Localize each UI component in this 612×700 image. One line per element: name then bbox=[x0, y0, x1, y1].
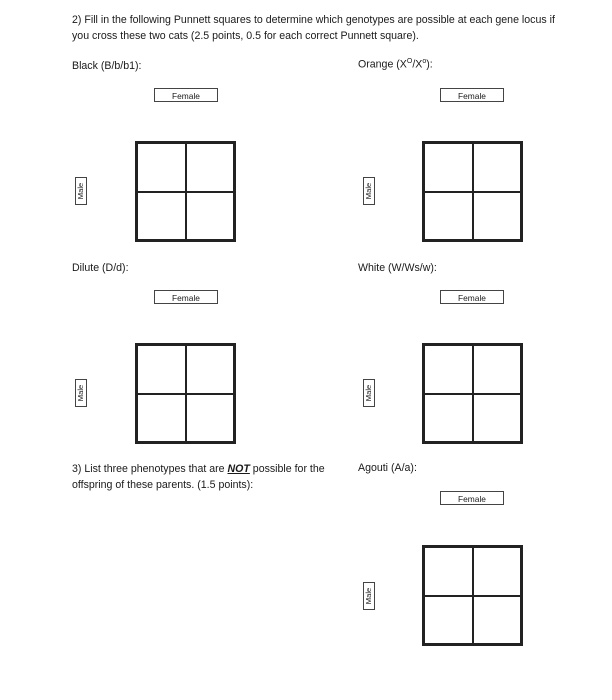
punnett-cell[interactable] bbox=[186, 345, 235, 394]
male-label-agouti: Male bbox=[363, 582, 375, 610]
punnett-cell[interactable] bbox=[137, 394, 186, 443]
punnett-square-agouti[interactable] bbox=[422, 545, 523, 646]
female-label-white: Female bbox=[440, 290, 504, 304]
punnett-cell[interactable] bbox=[186, 192, 235, 241]
locus-label-white: White (W/Ws/w): bbox=[358, 262, 437, 274]
question-3-instructions: 3) List three phenotypes that are NOT possible for the offspring of these parents. (1.5 points): bbox=[72, 463, 325, 491]
question-2-instructions: 2) Fill in the following Punnett squares to determine which genotypes are possible at each gene locus if you cross these two cats (2.5 points, 0.5 for each correct Punnett square). bbox=[72, 14, 555, 42]
punnett-square-white[interactable] bbox=[422, 343, 523, 444]
punnett-cell[interactable] bbox=[424, 596, 473, 645]
punnett-square-black[interactable] bbox=[135, 141, 236, 242]
punnett-cell[interactable] bbox=[473, 596, 522, 645]
punnett-cell[interactable] bbox=[424, 345, 473, 394]
punnett-cell[interactable] bbox=[424, 143, 473, 192]
punnett-cell[interactable] bbox=[473, 394, 522, 443]
question-3-emphasis: NOT bbox=[227, 463, 250, 475]
locus-label-agouti: Agouti (A/a): bbox=[358, 462, 417, 474]
female-label-dilute: Female bbox=[154, 290, 218, 304]
female-label-orange: Female bbox=[440, 88, 504, 102]
locus-label-dilute: Dilute (D/d): bbox=[72, 262, 129, 274]
punnett-cell[interactable] bbox=[137, 345, 186, 394]
male-label-orange: Male bbox=[363, 177, 375, 205]
punnett-cell[interactable] bbox=[424, 192, 473, 241]
punnett-cell[interactable] bbox=[473, 547, 522, 596]
locus-label-orange: Orange $(X^O/X^o)$: bbox=[358, 58, 433, 71]
punnett-cell[interactable] bbox=[424, 547, 473, 596]
punnett-cell[interactable] bbox=[424, 394, 473, 443]
punnett-cell[interactable] bbox=[186, 143, 235, 192]
punnett-square-dilute[interactable] bbox=[135, 343, 236, 444]
punnett-cell[interactable] bbox=[186, 394, 235, 443]
punnett-cell[interactable] bbox=[137, 192, 186, 241]
male-label-white: Male bbox=[363, 379, 375, 407]
male-label-black: Male bbox=[75, 177, 87, 205]
female-label-agouti: Female bbox=[440, 491, 504, 505]
punnett-cell[interactable] bbox=[137, 143, 186, 192]
punnett-cell[interactable] bbox=[473, 143, 522, 192]
male-label-dilute: Male bbox=[75, 379, 87, 407]
locus-label-black: Black (B/b/b1): bbox=[72, 60, 142, 72]
punnett-square-orange[interactable] bbox=[422, 141, 523, 242]
punnett-cell[interactable] bbox=[473, 192, 522, 241]
female-label-black: Female bbox=[154, 88, 218, 102]
punnett-cell[interactable] bbox=[473, 345, 522, 394]
